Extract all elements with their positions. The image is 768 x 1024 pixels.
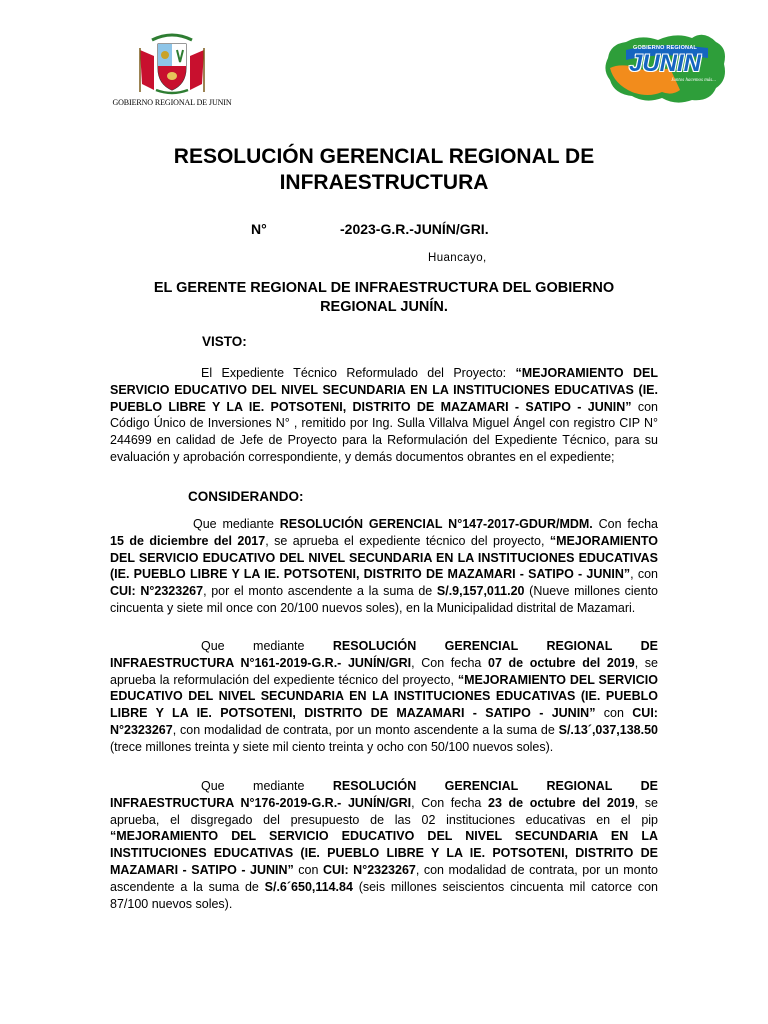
- place-date-line: Huancayo,: [428, 252, 487, 264]
- junin-logo: [600, 28, 730, 108]
- document-title: RESOLUCIÓN GERENCIAL REGIONAL DE INFRAESTRUCTURA: [173, 145, 595, 194]
- considerando-heading: CONSIDERANDO:: [188, 489, 304, 504]
- regional-government-label: GOBIERNO REGIONAL DE JUNIN: [112, 98, 232, 107]
- peru-coat-of-arms-icon: [132, 28, 212, 96]
- regional-government-emblem: [92, 28, 252, 107]
- resolution-number-suffix: -2023-G.R.-JUNÍN/GRI.: [340, 221, 489, 237]
- visto-paragraph: El Expediente Técnico Reformulado del Proyecto: “MEJORAMIENTO DEL SERVICIO EDUCATIVO DEL NIVEL SECUNDARIA EN LA INSTITUCIONES EDUCATIVAS (IE. PUEBLO LIBRE Y LA IE. POTSOTENI, DISTRITO DE MAZAMARI - SATIPO - JUNIN” con Código Único de Inversiones N° , remitido por Ing. Sulla Villalva Miguel Ángel con registro CIP N° 244699 en calidad de Jefe de Proyecto para la Reformulación del Expediente Técnico, para su evaluación y aprobación correspondiente, y demás documentos obrantes en el expediente;: [110, 366, 659, 464]
- junin-logo-small-text: GOBIERNO REGIONAL: [633, 45, 697, 51]
- junin-logo-slogan: Juntos hacemos más...: [671, 78, 716, 83]
- visto-heading: VISTO:: [202, 334, 247, 349]
- issuing-authority: EL GERENTE REGIONAL DE INFRAESTRUCTURA DEL GOBIERNO REGIONAL JUNÍN.: [153, 280, 615, 315]
- resolution-number-prefix: N°: [251, 221, 267, 237]
- considerando-paragraph-3: Que mediante RESOLUCIÓN GERENCIAL REGIONAL DE INFRAESTRUCTURA N°176-2019-G.R.- JUNÍN/GRI, Con fecha 23 de octubre del 2019, se aprueba, el disgregado del presupuesto de las 02 instituciones educativas en el pip “MEJORAMIENTO DEL SERVICIO EDUCATIVO DEL NIVEL SECUNDARIA EN LA INSTITUCIONES EDUCATIVAS (IE. PUEBLO LIBRE Y LA IE. POTSOTENI, DISTRITO DE MAZAMARI - SATIPO - JUNIN” con CUI: N°2323267, con modalidad de contrata, por un monto ascendente a la suma de S/.6´650,114.84 (seis millones seiscientos cincuenta mil catorce con 87/100 nuevos soles).: [110, 779, 658, 911]
- considerando-paragraph-2: Que mediante RESOLUCIÓN GERENCIAL REGIONAL DE INFRAESTRUCTURA N°161-2019-G.R.- JUNÍN/GRI, Con fecha 07 de octubre del 2019, se aprueba la reformulación del expediente técnico del proyecto, “MEJORAMIENTO DEL SERVICIO EDUCATIVO DEL NIVEL SECUNDARIA EN LA INSTITUCIONES EDUCATIVAS (IE. PUEBLO LIBRE Y LA IE. POTSOTENI, DISTRITO DE MAZAMARI - SATIPO - JUNIN” con CUI: N°2323267, con modalidad de contrata, por un monto ascendente a la suma de S/.13´,037,138.50 (trece millones treinta y siete mil ciento treinta y ocho con 50/100 nuevos soles).: [110, 639, 658, 754]
- junin-logo-big-text: JUNIN: [628, 50, 701, 77]
- considerando-paragraph-1: Que mediante RESOLUCIÓN GERENCIAL N°147-2017-GDUR/MDM. Con fecha 15 de diciembre del 2017, se aprueba el expediente técnico del proyecto, “MEJORAMIENTO DEL SERVICIO EDUCATIVO DEL NIVEL SECUNDARIA EN LA INSTITUCIONES EDUCATIVAS (IE. PUEBLO LIBRE Y LA IE. POTSOTENI, DISTRITO DE MAZAMARI - SATIPO - JUNIN”, con CUI: N°2323267, por el monto ascendente a la suma de S/.9,157,011.20 (Nueve millones ciento cincuenta y siete mil once con 20/100 nuevos soles), en la Municipalidad distrital de Mazamari.: [110, 517, 659, 615]
